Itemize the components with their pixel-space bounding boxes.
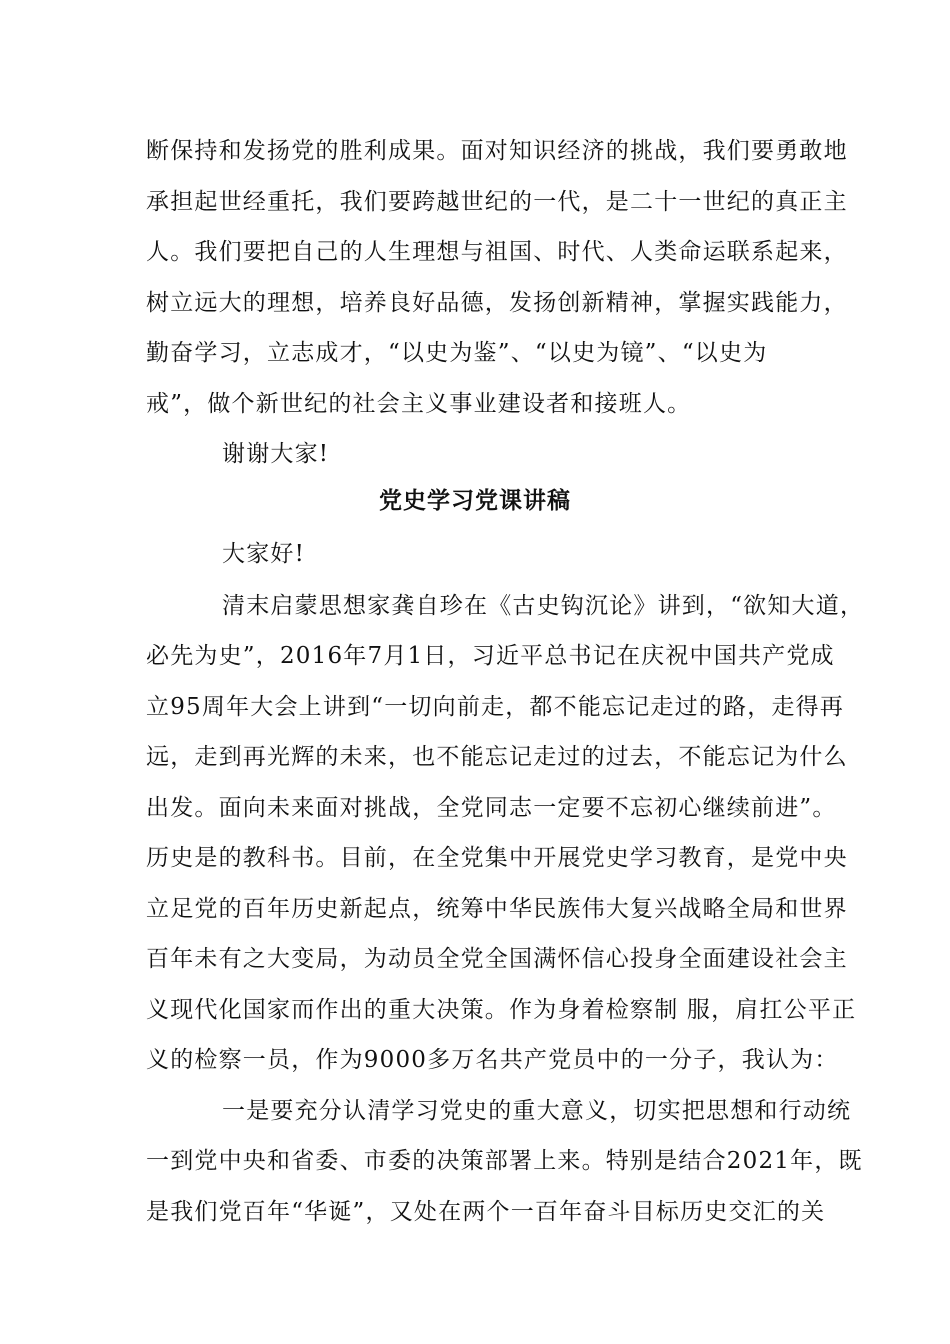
document-title: 党史学习党课讲稿 — [379, 487, 571, 514]
body-line: 立足党的百年历史新起点，统筹中华民族伟大复兴战略全局和世界 — [146, 896, 848, 922]
body-line: 勤奋学习，立志成才，“以史为鉴”、“以史为镜”、“以史为 — [146, 340, 768, 366]
body-line: 历史是的教科书。目前，在全党集中开展党史学习教育，是党中央 — [146, 845, 848, 871]
greeting: 大家好! — [222, 541, 306, 567]
body-line: 义的检察一员，作为9000多万名共产党员中的一分子，我认为： — [146, 1047, 839, 1073]
closing-thanks: 谢谢大家! — [222, 441, 330, 467]
body-line: 断保持和发扬党的胜利成果。面对知识经济的挑战，我们要勇敢地 — [146, 138, 848, 164]
body-line: 戒”，做个新世纪的社会主义事业建设者和接班人。 — [146, 391, 692, 417]
body-line: 一到党中央和省委、市委的决策部署上来。特别是结合2021年，既 — [146, 1148, 863, 1174]
body-line: 远，走到再光辉的未来，也不能忘记走过的过去，不能忘记为什么 — [146, 744, 848, 770]
body-line: 必先为史”，2016年7月1日，习近平总书记在庆祝中国共产党成 — [146, 643, 835, 669]
body-line: 一是要充分认清学习党史的重大意义，切实把思想和行动统 — [222, 1098, 852, 1124]
body-line: 百年未有之大变局，为动员全党全国满怀信心投身全面建设社会主 — [146, 946, 848, 972]
body-line: 人。我们要把自己的人生理想与祖国、时代、人类命运联系起来， — [146, 239, 848, 265]
body-line: 树立远大的理想，培养良好品德，发扬创新精神，掌握实践能力， — [146, 290, 848, 316]
body-line: 出发。面向未来面对挑战，全党同志一定要不忘初心继续前进”。 — [146, 795, 837, 821]
body-line: 立95周年大会上讲到“一切向前走，都不能忘记走过的路，走得再 — [146, 694, 845, 720]
body-line: 义现代化国家而作出的重大决策。作为身着检察制 服，肩扛公平正 — [146, 997, 857, 1023]
body-line: 承担起世经重托，我们要跨越世纪的一代，是二十一世纪的真正主 — [146, 189, 848, 215]
body-line: 清末启蒙思想家龚自珍在《古史钩沉论》讲到，“欲知大道， — [222, 593, 865, 619]
body-line: 是我们党百年“华诞”，又处在两个一百年奋斗目标历史交汇的关 — [146, 1199, 826, 1225]
